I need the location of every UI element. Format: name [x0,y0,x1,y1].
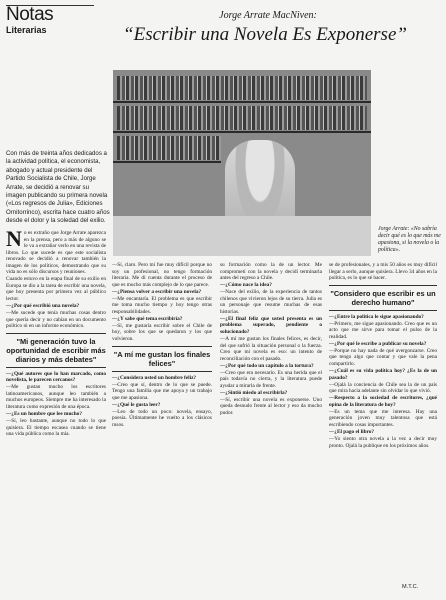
bookshelf-row [117,76,367,100]
paragraph: —Ojalá la conciencia de Chile sea la de un país que mira hacia adelante sin olvidar lo que vivió. [329,381,437,395]
interview-question: —¿Qué autores que lo han marcado, como novelista, le parecen cercanos? [6,370,106,384]
interview-question: —¿Piensa volver a escribir una novela? [112,288,202,295]
paragraph: —Leo de todo un poco: novela, ensayo, poesía. Últimamente he vuelto a los clásicos rusos. [112,408,212,428]
paragraph: —Sí, escribir una novela es exponerse. Uno queda desnudo frente al lector y eso da mucho pudor. [220,396,322,417]
author-photo [113,70,371,256]
section-subtitle: Literarias [6,25,47,35]
paragraph: —Es un tema que me interesa. Hay una generación joven muy talentosa que está escribiendo cosas importantes. [329,408,437,428]
article-column-2 [112,262,212,590]
author-signature: M.T.C. [402,584,419,590]
article-column-3 [220,262,322,590]
article-column-1 [6,230,106,590]
paragraph: —Primero, me sigue apasionando. Creo que es un acto que me sirve para tomar el pulso de la realidad. [329,320,437,340]
shelf [113,131,371,133]
interview-question: —¿Qué le gusta leer? [112,401,161,408]
paragraph-text: o es extraño que Jorge Arrate aparezca en la prensa, pero a más de alguno se le va a extrañar verlo en una revista de libros. Lo que sucede es que este socialista renovado se decidió a renovar también la imagen de los políticos, demostrando que su vida no es sólo discursos y reuniones. [6,230,106,276]
interview-question: —¿Entre la política le sigue apasionando? [329,313,424,320]
paragraph: —Yo siento otra novela a la vez a decir muy pronto. Ojalá la publique en los próximos años. [329,435,437,449]
paragraph: su formación como la de un lector. Me comprometí con la novela y decidí terminarla antes del regreso a Chile. [220,262,322,282]
bookshelf-row [117,136,221,160]
paragraph: —Me encantaría. El problema es que escribir me toma mucho tiempo y hoy tengo otras responsabilidades. [112,295,212,315]
interview-question: —¿El pago el libro? [329,428,375,435]
paragraph: —Sí, leo bastante, aunque no todo lo que quisiera. El tiempo escasea cuando se tiene una vida pública como la mía. [6,418,106,438]
interview-question: —¿Cuál es su vida política hoy? ¿Es la de un pasado? [329,368,437,381]
photo-caption: Jorge Arrate: «No sabría decir qué es lo que más me apasiona, si la novela o la política». [378,226,441,253]
paragraph: —Sí, me gustaría escribir sobre el Chile de hoy, sobre los que se quedaron y los que volvieron. [112,322,212,343]
pull-quote: "Considero que escribir es un derecho humano" [329,285,437,311]
interview-question: —¿Y sabe qué tema escribiría? [112,315,183,322]
paragraph: —Creo que era necesario. Es una herida que el país todavía no cierra, y la literatura puede ayudar a mirarla de frente. [220,369,322,389]
interview-question: —¿El final feliz que usted presenta es un problema superado, pendiente o solucionado? [220,315,322,335]
interview-question: —¿Por qué le escribe a publicar su novela? [329,340,427,347]
interview-question: —¿Por qué todo un capítulo a la tortura? [220,362,314,369]
desk [113,216,371,256]
interview-question: —¿Sintió miedo al escribirla? [220,389,288,396]
byline: Jorge Arrate MacNiven: [219,10,317,21]
paragraph: —Porque no hay nada de qué avergonzarse. Creo que tengo algo que contar y que vale la pena compartirlo. [329,347,437,367]
paragraph: —Me gustan mucho los escritores latinoamericanos, aunque leo también a muchos europeos. Siempre me ha interesado la literatura como expresión de una época. [6,384,106,410]
headline: “Escribir una Novela Es Exponerse” [123,24,407,45]
paragraph: —Me sucede que tenía muchas cosas dentro que quería decir y no cabían en un documento político ni en un informe económico. [6,310,106,330]
shelf [113,101,371,103]
shelf [113,161,221,163]
paragraph: —Creo que sí, dentro de lo que se puede. Tengo una familia que me apoya y un trabajo que me apasiona. [112,381,212,401]
drop-cap: N [6,230,22,251]
lead-paragraph: Con más de treinta años dedicados a la actividad política, el economista, abogado y actual presidente del Partido Socialista de Chile, Jorge Arrate, se decidió a renovar su imagen publicando su primera novela («Los regresos de Julia», Ediciones Ornitorrinco), escrita hace cuatro años desde el dolor y la soledad del exilio. [6,150,110,225]
paragraph: Cuando estuvo en la etapa final de su exilio en Europa se dio a la tarea de escribir una novela, que hoy presenta por primera vez al público lector. [6,276,106,302]
interview-question: —¿Es un hombre que lee mucho? [6,410,82,417]
paragraph: —Sí, claro. Pero mi fue muy difícil porque no soy un profesional, no tengo formación literaria. Me di cuenta durante el proceso de que es mucho más complejo de lo que parece. [112,262,212,288]
section-title: Notas [6,4,54,25]
interview-question: —Respecto a la sociedad de escritores, ¿qué opina de la literatura de hoy? [329,395,437,408]
pull-quote: "Mi generación tuvo la oportunidad de escribir más diarios y más debates" [6,333,106,368]
interview-question: —¿Cómo nace la idea? [220,282,272,289]
paragraph: —A mí me gustan los finales felices, es decir, del que sufrió la situación personal o la fuerza. Creo que mi novela es eso: un intento de reconciliación con el pasado. [220,336,322,362]
pull-quote: "A mí me gustan los finales felices" [112,346,212,372]
paragraph: —Nace del exilio, de la experiencia de tantos chilenos que vivieron lejos de su tierra. Julia es un personaje que resume muchas de esas historias. [220,289,322,315]
bookshelf-row [117,106,367,130]
interview-question: —¿Considera usted un hombre feliz? [112,374,197,381]
paragraph [6,230,106,276]
paragraph: se de profesionales, y a mis 50 años es muy difícil llegar a serlo, aunque quisiera. Llevo 34 años en la política, es lo que sé hacer. [329,262,437,282]
article-column-4 [329,262,437,590]
section-header [6,6,92,35]
interview-question: —¿Por qué escribió una novela? [6,303,80,310]
